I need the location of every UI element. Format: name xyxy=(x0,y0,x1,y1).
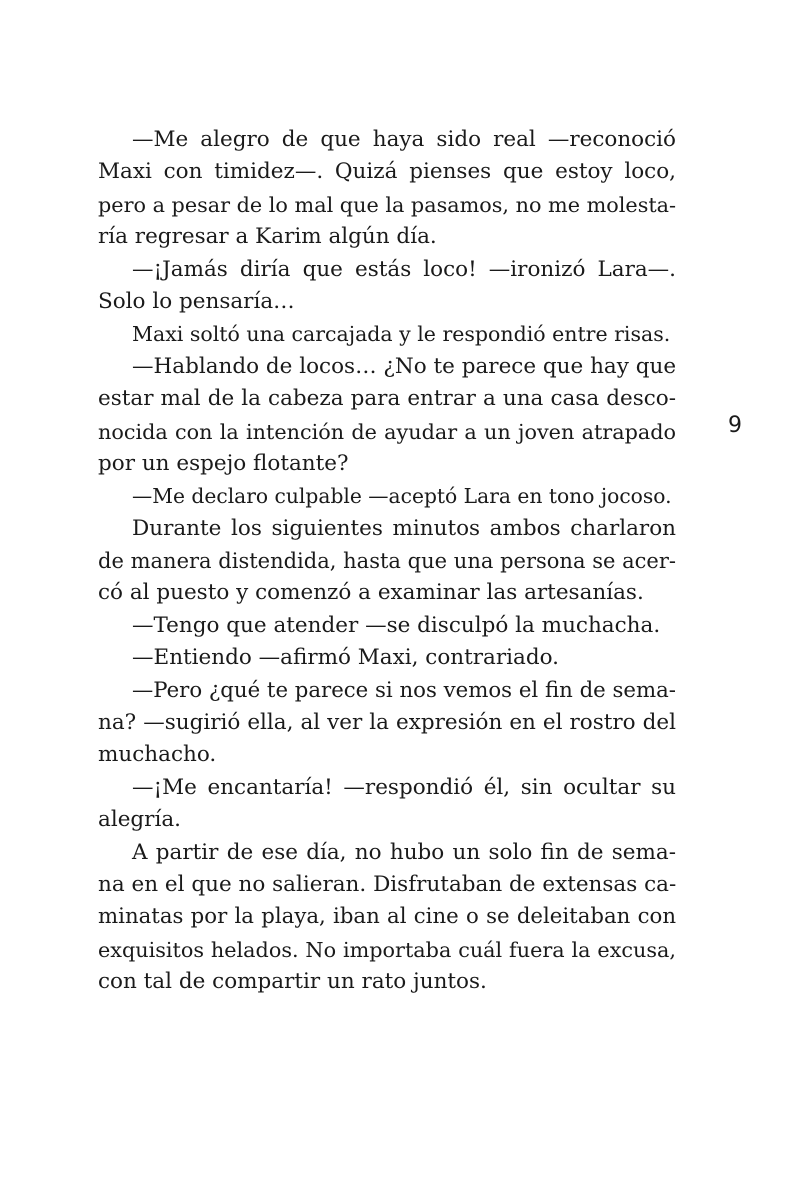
text-line: Durante los siguientes minutos ambos charlaron xyxy=(132,515,676,541)
text-line: alegría. xyxy=(98,807,181,833)
text-line: pero a pesar de lo mal que la pasamos, no me molesta- xyxy=(98,192,676,217)
text-line: —Hablando de locos… ¿No te parece que hay que xyxy=(132,353,676,379)
text-line: muchacho. xyxy=(98,742,217,768)
page-number: 9 xyxy=(728,413,742,438)
text-line: na? —sugirió ella, al ver la expresión en el rostro del xyxy=(98,710,676,736)
text-line: A partir de ese día, no hubo un solo fin de sema- xyxy=(132,839,676,865)
text-line: nocida con la intención de ayudar a un joven atrapado xyxy=(98,419,676,444)
text-line: có al puesto y comenzó a examinar las artesanías. xyxy=(98,580,644,606)
body-text xyxy=(98,124,676,999)
text-line: de manera distendida, hasta que una persona se acer- xyxy=(98,549,676,574)
text-line: ría regresar a Karim algún día. xyxy=(98,224,437,250)
text-line: Solo lo pensaría… xyxy=(98,288,295,314)
text-line: —Entiendo —afirmó Maxi, contrariado. xyxy=(132,645,559,671)
text-line: na en el que no salieran. Disfrutaban de extensas ca- xyxy=(98,871,676,897)
text-line: con tal de compartir un rato juntos. xyxy=(98,969,487,995)
text-line: —Me declaro culpable —aceptó Lara en tono jocoso. xyxy=(132,484,672,509)
text-line: Maxi soltó una carcajada y le respondió entre risas. xyxy=(132,322,671,347)
text-line: exquisitos helados. No importaba cuál fuera la excusa, xyxy=(98,937,676,962)
text-line: —Me alegro de que haya sido real —reconoció xyxy=(132,127,676,152)
text-line: —¡Me encantaría! —respondió él, sin ocultar su xyxy=(132,774,676,800)
text-line: —Pero ¿qué te parece si nos vemos el fin de sema- xyxy=(132,677,676,703)
text-line: minatas por la playa, iban al cine o se deleitaban con xyxy=(98,904,676,930)
text-line: —Tengo que atender —se disculpó la muchacha. xyxy=(132,612,661,638)
text-line: por un espejo flotante? xyxy=(98,450,349,476)
text-line: Maxi con timidez—. Quizá pienses que estoy loco, xyxy=(98,159,676,185)
text-line: —¡Jamás diría que estás loco! —ironizó Lara—. xyxy=(132,256,676,282)
text-line: estar mal de la cabeza para entrar a una casa desco- xyxy=(98,386,676,412)
